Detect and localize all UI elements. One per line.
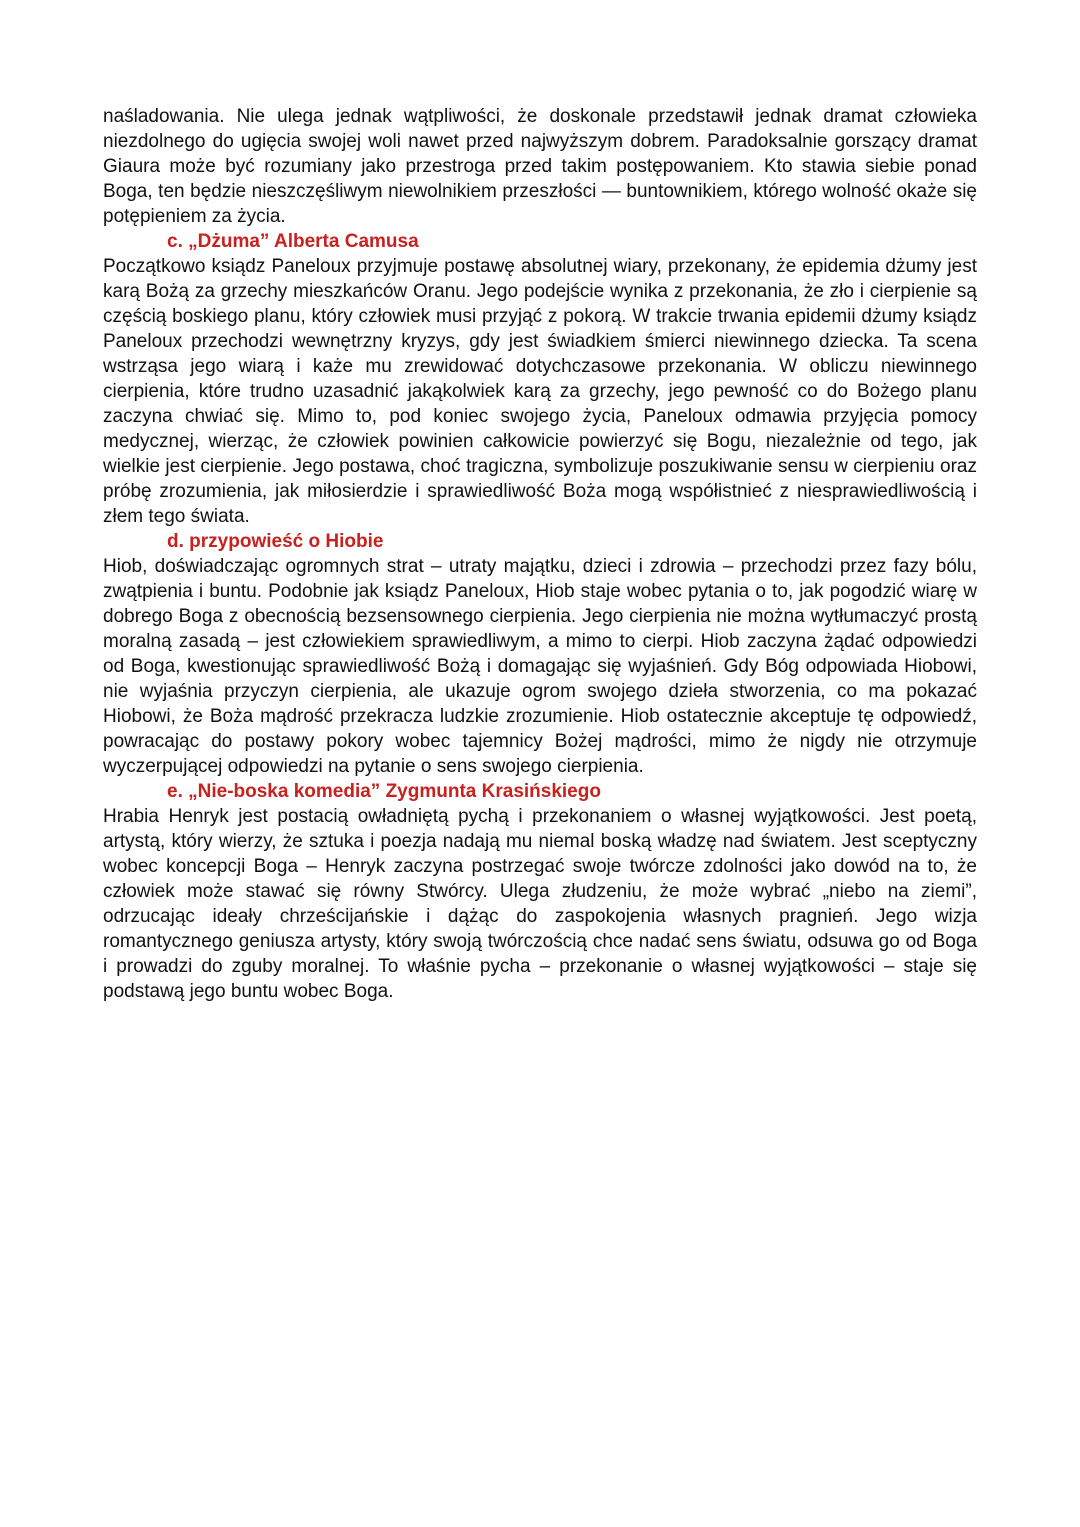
section-c-heading: c. „Dżuma” Alberta Camusa <box>167 231 419 252</box>
intro-paragraph: naśladowania. Nie ulega jednak wątpliwości, że doskonale przedstawił jednak dramat człowieka niezdolnego do ugięcia swojej woli nawet przed najwyższym dobrem. Paradoksalnie gorszący dramat Giaura może być rozumiany jako przestroga przed takim postępowaniem. Kto stawia siebie ponad Boga, ten będzie nieszczęśliwym niewolnikiem przeszłości — buntownikiem, którego wolność okaże się potępieniem za życia. <box>103 106 977 227</box>
section-d-paragraph: Hiob, doświadczając ogromnych strat – utraty majątku, dzieci i zdrowia – przechodzi przez fazy bólu, zwątpienia i buntu. Podobnie jak ksiądz Paneloux, Hiob staje wobec pytania o to, jak pogodzić wiarę w dobrego Boga z obecnością bezsensownego cierpienia. Jego cierpienia nie można wytłumaczyć prostą moralną zasadą – jest człowiekiem sprawiedliwym, a mimo to cierpi. Hiob zaczyna żądać odpowiedzi od Boga, kwestionując sprawiedliwość Bożą i domagając się wyjaśnień. Gdy Bóg odpowiada Hiobowi, nie wyjaśnia przyczyn cierpienia, ale ukazuje ogrom swojego dzieła stworzenia, co ma pokazać Hiobowi, że Boża mądrość przekracza ludzkie zrozumienie. Hiob ostatecznie akceptuje tę odpowiedź, powracając do postawy pokory wobec tajemnicy Bożej mądrości, mimo że nigdy nie otrzymuje wyczerpującej odpowiedzi na pytanie o sens swojego cierpienia. <box>103 556 977 777</box>
document-page <box>103 104 977 1004</box>
section-d-heading: d. przypowieść o Hiobie <box>167 531 384 552</box>
section-e-heading: e. „Nie-boska komedia” Zygmunta Krasińskiego <box>167 781 601 802</box>
section-e-paragraph: Hrabia Henryk jest postacią owładniętą pychą i przekonaniem o własnej wyjątkowości. Jest poetą, artystą, który wierzy, że sztuka i poezja nadają mu niemal boską władzę nad światem. Jest sceptyczny wobec koncepcji Boga – Henryk zaczyna postrzegać swoje twórcze zdolności jako dowód na to, że człowiek może stawać się równy Stwórcy. Ulega złudzeniu, że może wybrać „niebo na ziemi”, odrzucając ideały chrześcijańskie i dążąc do zaspokojenia własnych pragnień. Jego wizja romantycznego geniusza artysty, który swoją twórczością chce nadać sens światu, odsuwa go od Boga i prowadzi do zguby moralnej. To właśnie pycha – przekonanie o własnej wyjątkowości – staje się podstawą jego buntu wobec Boga. <box>103 806 977 1002</box>
section-c-paragraph: Początkowo ksiądz Paneloux przyjmuje postawę absolutnej wiary, przekonany, że epidemia dżumy jest karą Bożą za grzechy mieszkańców Oranu. Jego podejście wynika z przekonania, że zło i cierpienie są częścią boskiego planu, który człowiek musi przyjąć z pokorą. W trakcie trwania epidemii dżumy ksiądz Paneloux przechodzi wewnętrzny kryzys, gdy jest świadkiem śmierci niewinnego dziecka. Ta scena wstrząsa jego wiarą i każe mu zrewidować dotychczasowe przekonania. W obliczu niewinnego cierpienia, które trudno uzasadnić jakąkolwiek karą za grzechy, jego pewność co do Bożego planu zaczyna chwiać się. Mimo to, pod koniec swojego życia, Paneloux odmawia przyjęcia pomocy medycznej, wierząc, że człowiek powinien całkowicie powierzyć się Bogu, niezależnie od tego, jak wielkie jest cierpienie. Jego postawa, choć tragiczna, symbolizuje poszukiwanie sensu w cierpieniu oraz próbę zrozumienia, jak miłosierdzie i sprawiedliwość Boża mogą współistnieć z niesprawiedliwością i złem tego świata. <box>103 256 977 527</box>
